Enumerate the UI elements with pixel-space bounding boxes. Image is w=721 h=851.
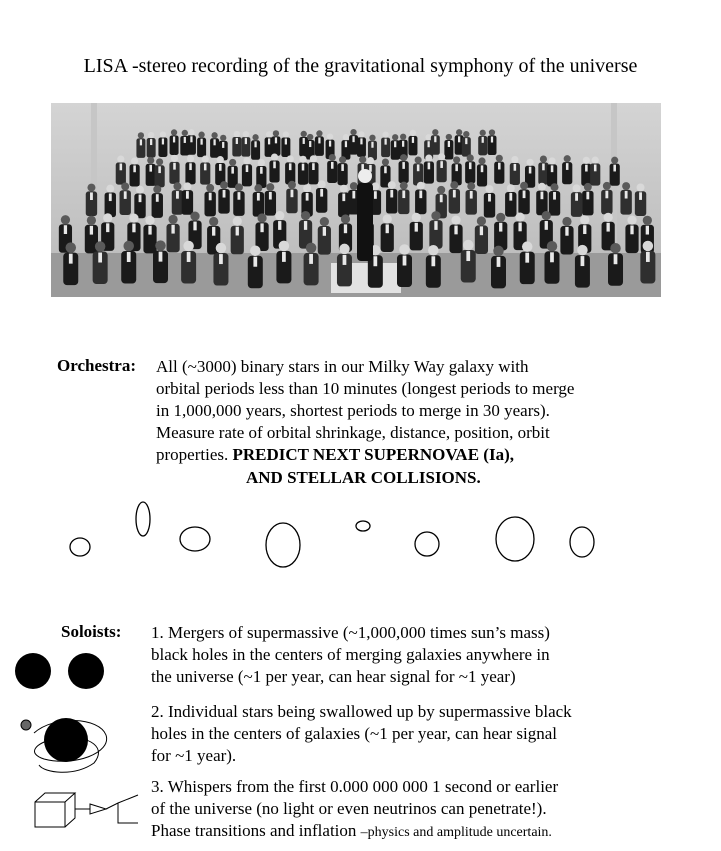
early-universe-icon — [30, 785, 150, 830]
soloist-3-line-2: of the universe (no light or even neutrinos can penetrate!). — [151, 799, 547, 818]
soloist-1-line-2: black holes in the centers of merging galaxies anywhere in — [151, 645, 550, 664]
soloist-2-line-2: holes in the centers of galaxies (~1 per year, can hear signal — [151, 724, 557, 743]
orbit-ellipse — [136, 502, 150, 536]
orbit-ellipse — [180, 527, 210, 551]
soloist-2-line-3: for ~1 year). — [151, 746, 237, 765]
black-hole-pair-icon — [10, 648, 110, 696]
orbit-ellipse — [356, 521, 370, 531]
orchestra-line-4: Measure rate of orbital shrinkage, distance, position, orbit — [156, 423, 550, 442]
soloist-1-line-1: 1. Mergers of supermassive (~1,000,000 times sun’s mass) — [151, 623, 550, 642]
orchestra-emphasis-1: PREDICT NEXT SUPERNOVAE (Ia), — [232, 445, 514, 464]
orbit-ellipse — [70, 538, 90, 556]
soloist-3-caveat: –physics and amplitude uncertain. — [360, 825, 552, 840]
soloist-3-line-3-text: Phase transitions and inflation — [151, 821, 357, 840]
page-title: LISA -stereo recording of the gravitational symphony of the universe — [83, 55, 638, 77]
orchestra-line-1: All (~3000) binary stars in our Milky Way galaxy with — [156, 357, 529, 376]
orbit-ellipse — [415, 532, 439, 556]
soloist-2-line-1: 2. Individual stars being swallowed up by supermassive black — [151, 702, 572, 721]
orchestra-line-3: in 1,000,000 years, shortest periods to merge in 30 years). — [156, 401, 550, 420]
binary-orbits-diagram — [0, 495, 721, 570]
orchestra-line-5 — [156, 444, 514, 466]
soloist-3-line-3 — [151, 820, 552, 844]
soloist-1-line-3: the universe (~1 per year, can hear signal for ~1 year) — [151, 667, 516, 686]
orchestra-label: Orchestra: — [57, 356, 136, 375]
orbit-ellipse — [496, 517, 534, 561]
soloists-label: Soloists: — [61, 622, 122, 641]
orchestra-line-2: orbital periods less than 10 minutes (longest periods to merge — [156, 379, 575, 398]
orbit-ellipse — [570, 527, 594, 557]
soloist-3-line-1: 3. Whispers from the first 0.000 000 000 1 second or earlier — [151, 777, 559, 796]
orchestra-photo — [51, 103, 661, 297]
orchestra-line-5-text: properties. — [156, 445, 229, 464]
star-orbiting-black-hole-icon — [14, 705, 124, 780]
orchestra-emphasis-2: AND STELLAR COLLISIONS. — [246, 468, 481, 487]
orbit-ellipse — [266, 523, 300, 567]
